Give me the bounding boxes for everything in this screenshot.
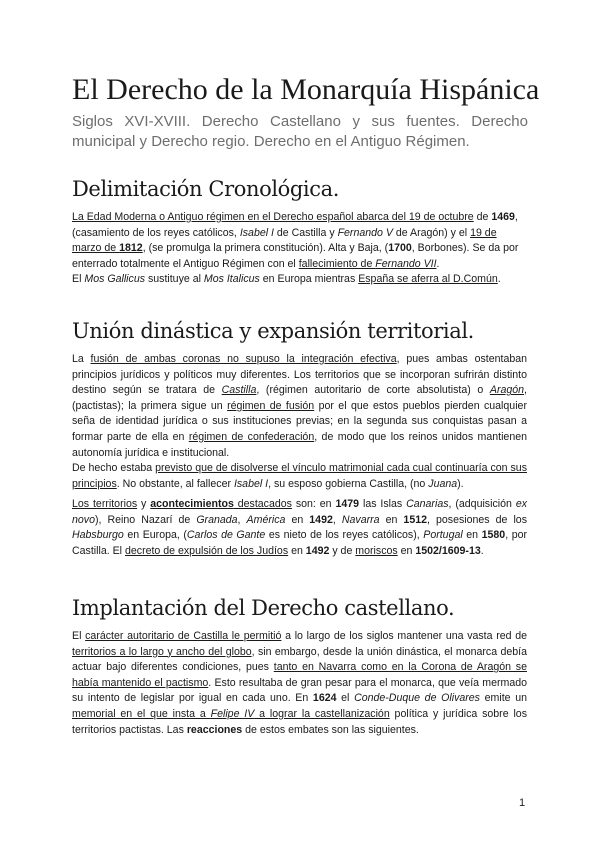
page-number: 1: [519, 797, 526, 809]
section-union-paragraph-2: Los territorios y acontecimientos destacados son: en 1479 las Islas Canarias, (adquisición ex novo), Reino Nazarí de Granada, América en 1492, Navarra en 1512, posesiones de los Habsburgo en Europa, (Carlos de Gante es nieto de los reyes católicos), Portugal en 1580, por Castilla. El decreto de expulsión de los Judíos en 1492 y de moriscos en 1502/1609-13.: [72, 498, 528, 557]
section-delimitacion-paragraph: La Edad Moderna o Antiguo régimen en el Derecho español abarca del 19 de octubre de 1469, (casamiento de los reyes católicos, Isabel I de Castilla y Fernando V de Aragón) y el 19 de marzo de 1812, (se promulga la primera constitución). Alta y Baja, (1700, Borbones). Se da por enterrado totalmente el Antiguo Régimen con el fallecimiento de Fernando VII. El Mos Gallicus sustituye al Mos Italicus en Europa mientras España se aferra al D.Común.: [72, 211, 519, 286]
section-implantacion-paragraph: El carácter autoritario de Castilla le permitió a lo largo de los siglos mantener una vasta red de territorios a lo largo y ancho del globo, sin embargo, desde la unión dinástica, el monarca debía actuar bajo diferentes condiciones, pues tanto en Navarra como en la Corona de Aragón se había mantenido el pactismo. Esto resultaba de gran pesar para el monarca, que veía mermado su intento de legislar por igual en cada uno. En 1624 el Conde-Duque de Olivares emite un memorial en el que insta a Felipe IV a lograr la castellanización política y jurídica sobre los territorios pactistas. Las reacciones de estos embates son las siguientes.: [72, 630, 528, 736]
section-heading-delimitacion: Delimitación Cronológica.: [72, 177, 339, 201]
section-heading-implantacion: Implantación del Derecho castellano.: [72, 596, 455, 620]
document-subtitle: Siglos XVI-XVIII. Derecho Castellano y sus fuentes. Derecho municipal y Derecho regio. Derecho en el Antiguo Régimen.: [72, 113, 528, 150]
document-title: El Derecho de la Monarquía Hispánica: [72, 73, 540, 106]
section-union-paragraph-1: La fusión de ambas coronas no supuso la integración efectiva, pues ambas ostentaban principios jurídicos y políticos muy diferentes. Los territorios que se incorporan sufrirán distinto destino según se tratara de Castilla, (régimen autoritario de corte absolutista) o Aragón, (pactistas); la primera sigue un régimen de fusión por el que estos pueblos pierden cualquier seña de identidad jurídica o sus instituciones previas; en la segunda sus conquistas pasan a formar parte de ella en régimen de confederación, de modo que los reinos unidos mantienen autonomía jurídica e institucional. De hecho estaba previsto que de disolverse el vínculo matrimonial cada cual continuaría con sus principios. No obstante, al fallecer Isabel I, su esposo gobierna Castilla, (no Juana).: [72, 353, 528, 490]
section-heading-union-dinastica: Unión dinástica y expansión territorial.: [72, 319, 474, 343]
